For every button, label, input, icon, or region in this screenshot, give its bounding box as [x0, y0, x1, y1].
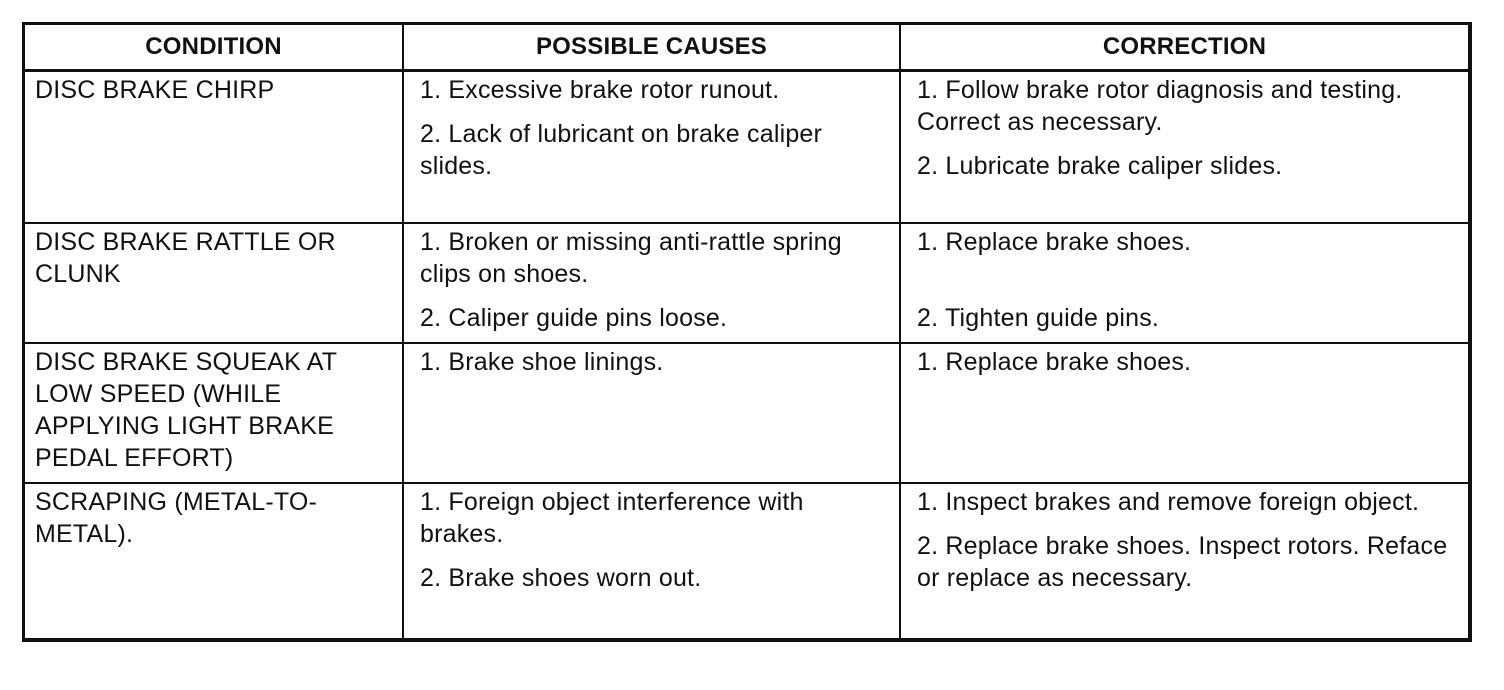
- header-condition: CONDITION: [25, 25, 403, 71]
- table-row: [25, 343, 1468, 483]
- corrections-cell: [900, 343, 1468, 483]
- corrections-cell: [900, 71, 1468, 223]
- correction-item: 2. Replace brake shoes. Inspect rotors. Reface or replace as necessary.: [917, 531, 1448, 592]
- header-possible-causes: POSSIBLE CAUSES: [403, 25, 900, 71]
- cause-item: 1. Brake shoe linings.: [420, 347, 664, 376]
- cause-item: 1. Foreign object interference with brakes.: [420, 487, 804, 548]
- diagnosis-table-frame: [22, 22, 1472, 642]
- table-row: [25, 223, 1468, 343]
- correction-item: 2. Tighten guide pins.: [917, 303, 1160, 332]
- condition-cell: DISC BRAKE CHIRP: [25, 71, 403, 223]
- cause-item: 1. Excessive brake rotor runout.: [420, 76, 780, 104]
- brake-diagnosis-table: [25, 25, 1468, 638]
- cause-item: 2. Brake shoes worn out.: [420, 563, 702, 592]
- condition-cell: DISC BRAKE RATTLE OR CLUNK: [25, 223, 403, 343]
- header-correction: CORRECTION: [900, 25, 1468, 71]
- condition-cell: DISC BRAKE SQUEAK AT LOW SPEED (WHILE APPLYING LIGHT BRAKE PEDAL EFFORT): [25, 343, 403, 483]
- corrections-cell: [900, 483, 1468, 639]
- cause-item: 2. Lack of lubricant on brake caliper slides.: [420, 120, 823, 180]
- causes-cell: [403, 483, 900, 639]
- correction-item: 2. Lubricate brake caliper slides.: [917, 152, 1283, 180]
- table-row: [25, 483, 1468, 639]
- correction-item: 1. Inspect brakes and remove foreign object.: [917, 487, 1420, 516]
- causes-cell: [403, 223, 900, 343]
- condition-cell: SCRAPING (METAL-TO-METAL).: [25, 483, 403, 639]
- cause-item: 2. Caliper guide pins loose.: [420, 303, 728, 332]
- correction-item: 1. Replace brake shoes.: [917, 347, 1192, 376]
- causes-cell: [403, 71, 900, 223]
- correction-item: 1. Follow brake rotor diagnosis and testing. Correct as necessary.: [917, 76, 1403, 136]
- header-row: [25, 25, 1468, 71]
- causes-cell: [403, 343, 900, 483]
- table-row: [25, 71, 1468, 223]
- cause-item: 1. Broken or missing anti-rattle spring clips on shoes.: [420, 227, 842, 288]
- corrections-cell: [900, 223, 1468, 343]
- correction-item: 1. Replace brake shoes.: [917, 227, 1192, 256]
